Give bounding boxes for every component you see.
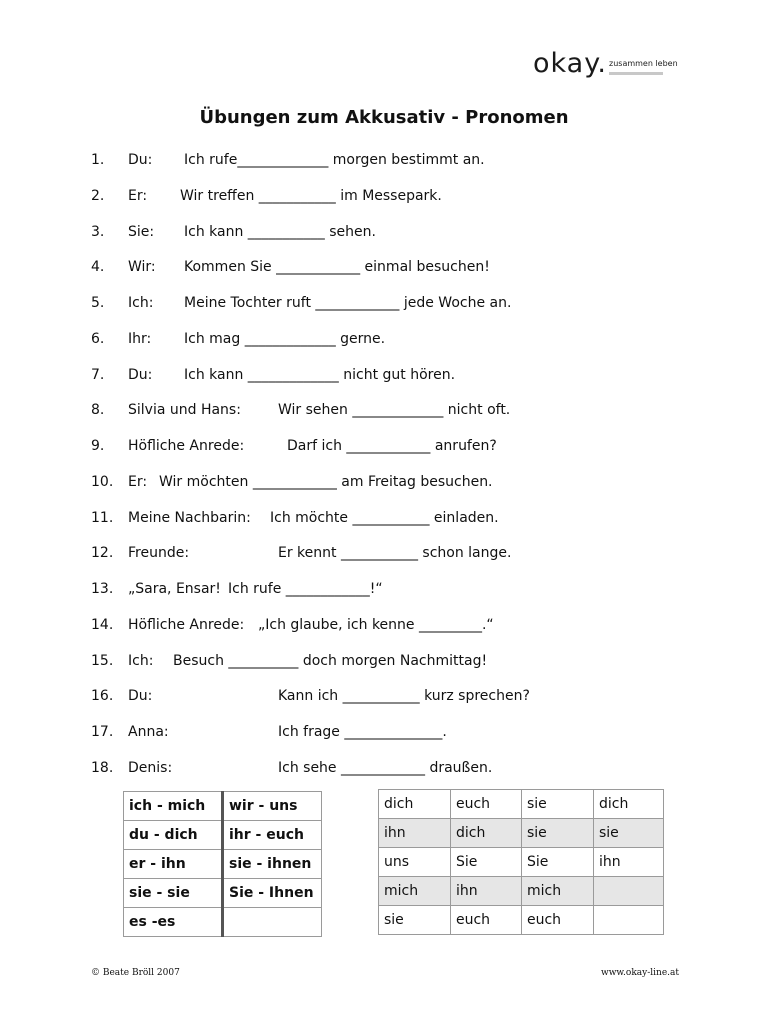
table-cell: wir - uns	[223, 792, 322, 821]
exercise-subject: Du:	[128, 688, 153, 704]
footer-website: www.okay-line.at	[601, 968, 679, 978]
table-cell: sie	[522, 790, 594, 819]
exercise-subject: Er:	[128, 474, 148, 490]
table-cell: mich	[379, 877, 451, 906]
table-row	[124, 821, 322, 850]
exercise-sentence: Wir treffen ___________ im Messepark.	[180, 188, 442, 204]
exercise-row	[0, 152, 768, 172]
exercise-sentence: Ich mag _____________ gerne.	[184, 331, 386, 347]
exercise-number: 2.	[91, 188, 105, 204]
exercise-number: 8.	[91, 402, 105, 418]
table-cell: euch	[522, 906, 594, 935]
table-cell: sie	[594, 819, 664, 848]
exercise-sentence: Meine Tochter ruft ____________ jede Woche an.	[184, 295, 512, 311]
exercise-sentence: Darf ich ____________ anrufen?	[287, 438, 497, 454]
exercise-subject: Er:	[128, 188, 148, 204]
exercise-sentence: Ich möchte ___________ einladen.	[270, 510, 499, 526]
table-row	[379, 790, 664, 819]
table-cell: sie	[379, 906, 451, 935]
table-cell: es -es	[124, 908, 223, 937]
okay-logo	[533, 48, 683, 92]
exercise-number: 5.	[91, 295, 105, 311]
exercise-subject: Sie:	[128, 224, 155, 240]
exercise-row	[0, 653, 768, 673]
exercise-number: 11.	[91, 510, 114, 526]
table-cell: ihr - euch	[223, 821, 322, 850]
exercise-subject: Denis:	[128, 760, 173, 776]
exercise-row	[0, 367, 768, 387]
table-row	[379, 819, 664, 848]
table-row	[124, 908, 322, 937]
exercise-subject: Ihr:	[128, 331, 152, 347]
exercise-row	[0, 724, 768, 744]
exercise-sentence: Ich rufe ____________!“	[228, 581, 383, 597]
exercise-number: 15.	[91, 653, 114, 669]
table-cell: du - dich	[124, 821, 223, 850]
exercise-sentence: Er kennt ___________ schon lange.	[278, 545, 512, 561]
exercise-number: 13.	[91, 581, 114, 597]
exercise-row	[0, 617, 768, 637]
exercise-number: 1.	[91, 152, 105, 168]
exercise-number: 16.	[91, 688, 114, 704]
exercise-number: 12.	[91, 545, 114, 561]
exercise-subject: „Sara, Ensar!	[128, 581, 221, 597]
table-cell	[594, 906, 664, 935]
exercise-number: 7.	[91, 367, 105, 383]
exercise-row	[0, 331, 768, 351]
table-cell: euch	[451, 790, 522, 819]
table-cell: mich	[522, 877, 594, 906]
table-cell: uns	[379, 848, 451, 877]
exercise-sentence: Wir möchten ____________ am Freitag besuchen.	[159, 474, 493, 490]
table-row	[379, 848, 664, 877]
exercise-number: 10.	[91, 474, 114, 490]
table-cell: dich	[451, 819, 522, 848]
exercise-row	[0, 510, 768, 530]
exercise-subject: Ich:	[128, 653, 154, 669]
table-cell: euch	[451, 906, 522, 935]
exercise-number: 14.	[91, 617, 114, 633]
table-cell: Sie - Ihnen	[223, 879, 322, 908]
exercise-number: 17.	[91, 724, 114, 740]
logo-wordmark: okay.	[533, 48, 607, 79]
exercise-row	[0, 402, 768, 422]
table-row	[124, 792, 322, 821]
exercise-subject: Anna:	[128, 724, 169, 740]
exercise-row	[0, 259, 768, 279]
exercise-row	[0, 188, 768, 208]
exercise-row	[0, 688, 768, 708]
exercise-sentence: Kommen Sie ____________ einmal besuchen!	[184, 259, 490, 275]
table-cell: dich	[594, 790, 664, 819]
exercise-number: 18.	[91, 760, 114, 776]
exercise-subject: Höfliche Anrede:	[128, 438, 245, 454]
exercise-sentence: Kann ich ___________ kurz sprechen?	[278, 688, 530, 704]
exercise-row	[0, 224, 768, 244]
exercise-number: 3.	[91, 224, 105, 240]
exercise-subject: Ich:	[128, 295, 154, 311]
table-cell: er - ihn	[124, 850, 223, 879]
table-cell: Sie	[522, 848, 594, 877]
table-cell: ihn	[594, 848, 664, 877]
table-cell: ich - mich	[124, 792, 223, 821]
exercise-sentence: Besuch __________ doch morgen Nachmittag!	[173, 653, 488, 669]
table-cell: sie - ihnen	[223, 850, 322, 879]
exercise-subject: Du:	[128, 367, 153, 383]
table-row	[124, 850, 322, 879]
table-row	[379, 906, 664, 935]
table-cell	[594, 877, 664, 906]
exercise-sentence: Ich kann _____________ nicht gut hören.	[184, 367, 456, 383]
table-cell: sie - sie	[124, 879, 223, 908]
answer-table	[378, 789, 664, 935]
exercise-sentence: Ich rufe_____________ morgen bestimmt an.	[184, 152, 485, 168]
pronoun-table	[123, 791, 322, 937]
exercise-subject: Höfliche Anrede:	[128, 617, 245, 633]
exercise-sentence: Ich sehe ____________ draußen.	[278, 760, 493, 776]
table-cell: ihn	[451, 877, 522, 906]
exercise-sentence: Wir sehen _____________ nicht oft.	[278, 402, 511, 418]
table-row	[379, 877, 664, 906]
exercise-sentence: Ich kann ___________ sehen.	[184, 224, 376, 240]
table-cell: ihn	[379, 819, 451, 848]
exercise-subject: Meine Nachbarin:	[128, 510, 251, 526]
exercise-row	[0, 295, 768, 315]
exercise-subject: Wir:	[128, 259, 156, 275]
table-cell: sie	[522, 819, 594, 848]
exercise-sentence: Ich frage ______________.	[278, 724, 447, 740]
exercise-row	[0, 581, 768, 601]
exercise-number: 4.	[91, 259, 105, 275]
table-cell	[223, 908, 322, 937]
exercise-row	[0, 438, 768, 458]
exercise-number: 9.	[91, 438, 105, 454]
exercise-row	[0, 760, 768, 780]
exercise-sentence: „Ich glaube, ich kenne _________.“	[258, 617, 494, 633]
exercise-row	[0, 545, 768, 565]
footer-copyright: © Beate Bröll 2007	[91, 968, 180, 978]
exercise-number: 6.	[91, 331, 105, 347]
page-title: Übungen zum Akkusativ - Pronomen	[199, 107, 569, 128]
table-cell: Sie	[451, 848, 522, 877]
logo-small-print	[609, 72, 663, 75]
table-row	[124, 879, 322, 908]
table-cell: dich	[379, 790, 451, 819]
exercise-subject: Silvia und Hans:	[128, 402, 241, 418]
logo-tagline: zusammen leben	[609, 59, 678, 68]
exercise-row	[0, 474, 768, 494]
exercise-subject: Freunde:	[128, 545, 190, 561]
exercise-subject: Du:	[128, 152, 153, 168]
